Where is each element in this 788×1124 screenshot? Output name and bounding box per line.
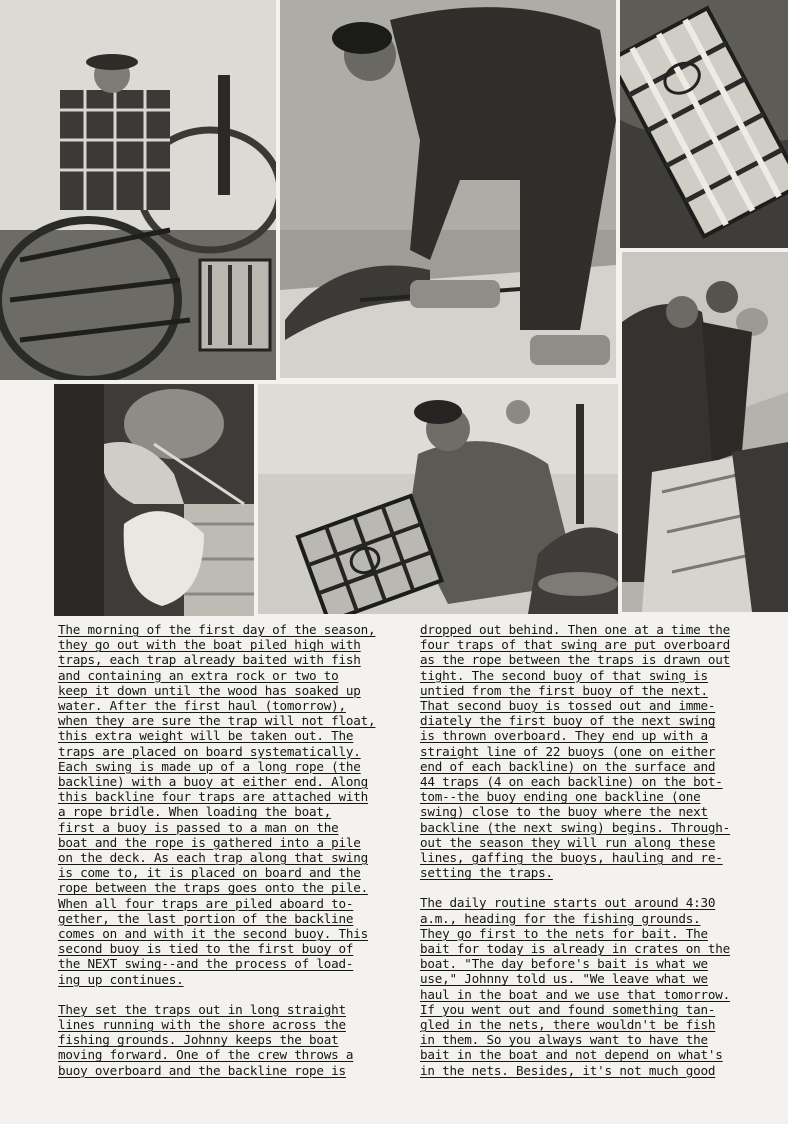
text-line: first a buoy is passed to a man on the: [58, 819, 339, 835]
text-line: in the nets. Besides, it's not much good: [420, 1062, 716, 1078]
text-line: rope between the traps goes onto the pile.: [58, 880, 369, 896]
text-line: gled in the nets, there wouldn't be fish: [420, 1017, 716, 1033]
text-line: backline) with a buoy at either end. Along: [58, 774, 369, 790]
text-line: That second buoy is tossed out and imme-: [420, 698, 716, 714]
fisherman-bending-photo: [280, 0, 616, 378]
text-line: tom--the buoy ending one backline (one: [420, 789, 701, 805]
fisherman-with-traps-photo: [0, 0, 276, 380]
text-line: bait for today is already in crates on the: [420, 941, 731, 957]
text-line: this extra weight will be taken out. The: [58, 728, 354, 744]
article-paragraph: [420, 895, 764, 1077]
article-left-column: [58, 622, 402, 1093]
text-line: end of each backline) on the surface and: [420, 758, 716, 774]
text-line: If you went out and found something tan-: [420, 1001, 716, 1017]
text-line: Each swing is made up of a long rope (the: [58, 758, 361, 774]
text-line: tight. The second buoy of that swing is: [420, 667, 708, 683]
text-line: use," Johnny told us. "We leave what we: [420, 971, 708, 987]
text-line: swing) close to the buoy where the next: [420, 804, 708, 820]
photo-hauling-trap: [258, 384, 618, 614]
article-paragraph: [420, 622, 764, 880]
text-line: as the rope between the traps is drawn out: [420, 652, 731, 668]
text-line: four traps of that swing are put overboard: [420, 637, 731, 653]
text-line: straight line of 22 buoys (one on either: [420, 743, 716, 759]
text-line: traps, each trap already baited with fish: [58, 652, 361, 668]
photo-trap-in-water: [620, 0, 788, 248]
photo-crew-at-rail: [622, 252, 788, 612]
text-line: 44 traps (4 on each backline) on the bot-: [420, 774, 723, 790]
text-line: moving forward. One of the crew throws a: [58, 1047, 354, 1063]
man-hauling-trap-photo: [258, 384, 618, 614]
text-line: They set the traps out in long straight: [58, 1001, 346, 1017]
text-line: When all four traps are piled aboard to-: [58, 895, 354, 911]
text-line: the NEXT swing--and the process of load-: [58, 956, 354, 972]
text-line: traps are placed on board systematically.: [58, 743, 361, 759]
photo-hands-with-buoy: [54, 384, 254, 616]
article-right-column: [420, 622, 764, 1093]
crew-hauling-photo: [622, 252, 788, 612]
text-line: The daily routine starts out around 4:30: [420, 895, 716, 911]
text-line: a rope bridle. When loading the boat,: [58, 804, 332, 820]
text-line: bait in the boat and not depend on what's: [420, 1047, 723, 1063]
text-line: they go out with the boat piled high with: [58, 637, 361, 653]
text-line: when they are sure the trap will not float,: [58, 713, 376, 729]
text-line: second buoy is tied to the first buoy of: [58, 941, 354, 957]
text-line: diately the first buoy of the next swing: [420, 713, 716, 729]
photo-fisherman-lifting-trap: [280, 0, 616, 378]
article-paragraph: [58, 1002, 402, 1078]
text-line: comes on and with it the second buoy. This: [58, 926, 369, 942]
text-line: out the season they will run along these: [420, 834, 716, 850]
text-line: gether, the last portion of the backline: [58, 910, 354, 926]
article-paragraph: [58, 622, 402, 987]
text-line: ing up continues.: [58, 971, 184, 987]
text-line: backline (the next swing) begins. Through-: [420, 819, 731, 835]
text-line: fishing grounds. Johnny keeps the boat: [58, 1032, 339, 1048]
hands-buoy-photo: [54, 384, 254, 616]
text-line: in them. So you always want to have the: [420, 1032, 708, 1048]
text-line: this backline four traps are attached with: [58, 789, 369, 805]
text-line: is come to, it is placed on board and the: [58, 865, 361, 881]
text-line: haul in the boat and we use that tomorrow.: [420, 986, 731, 1002]
text-line: keep it down until the wood has soaked up: [58, 682, 361, 698]
text-line: untied from the first buoy of the next.: [420, 682, 708, 698]
text-line: lines running with the shore across the: [58, 1017, 346, 1033]
photo-fisherman-on-boat: [0, 0, 276, 380]
text-line: setting the traps.: [420, 865, 553, 881]
text-line: lines, gaffing the buoys, hauling and re-: [420, 850, 723, 866]
text-line: dropped out behind. Then one at a time the: [420, 622, 731, 637]
text-line: is thrown overboard. They end up with a: [420, 728, 708, 744]
wooden-trap-photo: [620, 0, 788, 248]
text-line: They go first to the nets for bait. The: [420, 925, 708, 941]
text-line: a.m., heading for the fishing grounds.: [420, 910, 701, 926]
text-line: buoy overboard and the backline rope is: [58, 1062, 346, 1078]
text-line: boat. "The day before's bait is what we: [420, 956, 708, 972]
text-line: boat and the rope is gathered into a pile: [58, 834, 361, 850]
text-line: and containing an extra rock or two to: [58, 667, 339, 683]
text-line: water. After the first haul (tomorrow),: [58, 698, 346, 714]
text-line: on the deck. As each trap along that swing: [58, 850, 369, 866]
text-line: The morning of the first day of the season,: [58, 622, 376, 637]
